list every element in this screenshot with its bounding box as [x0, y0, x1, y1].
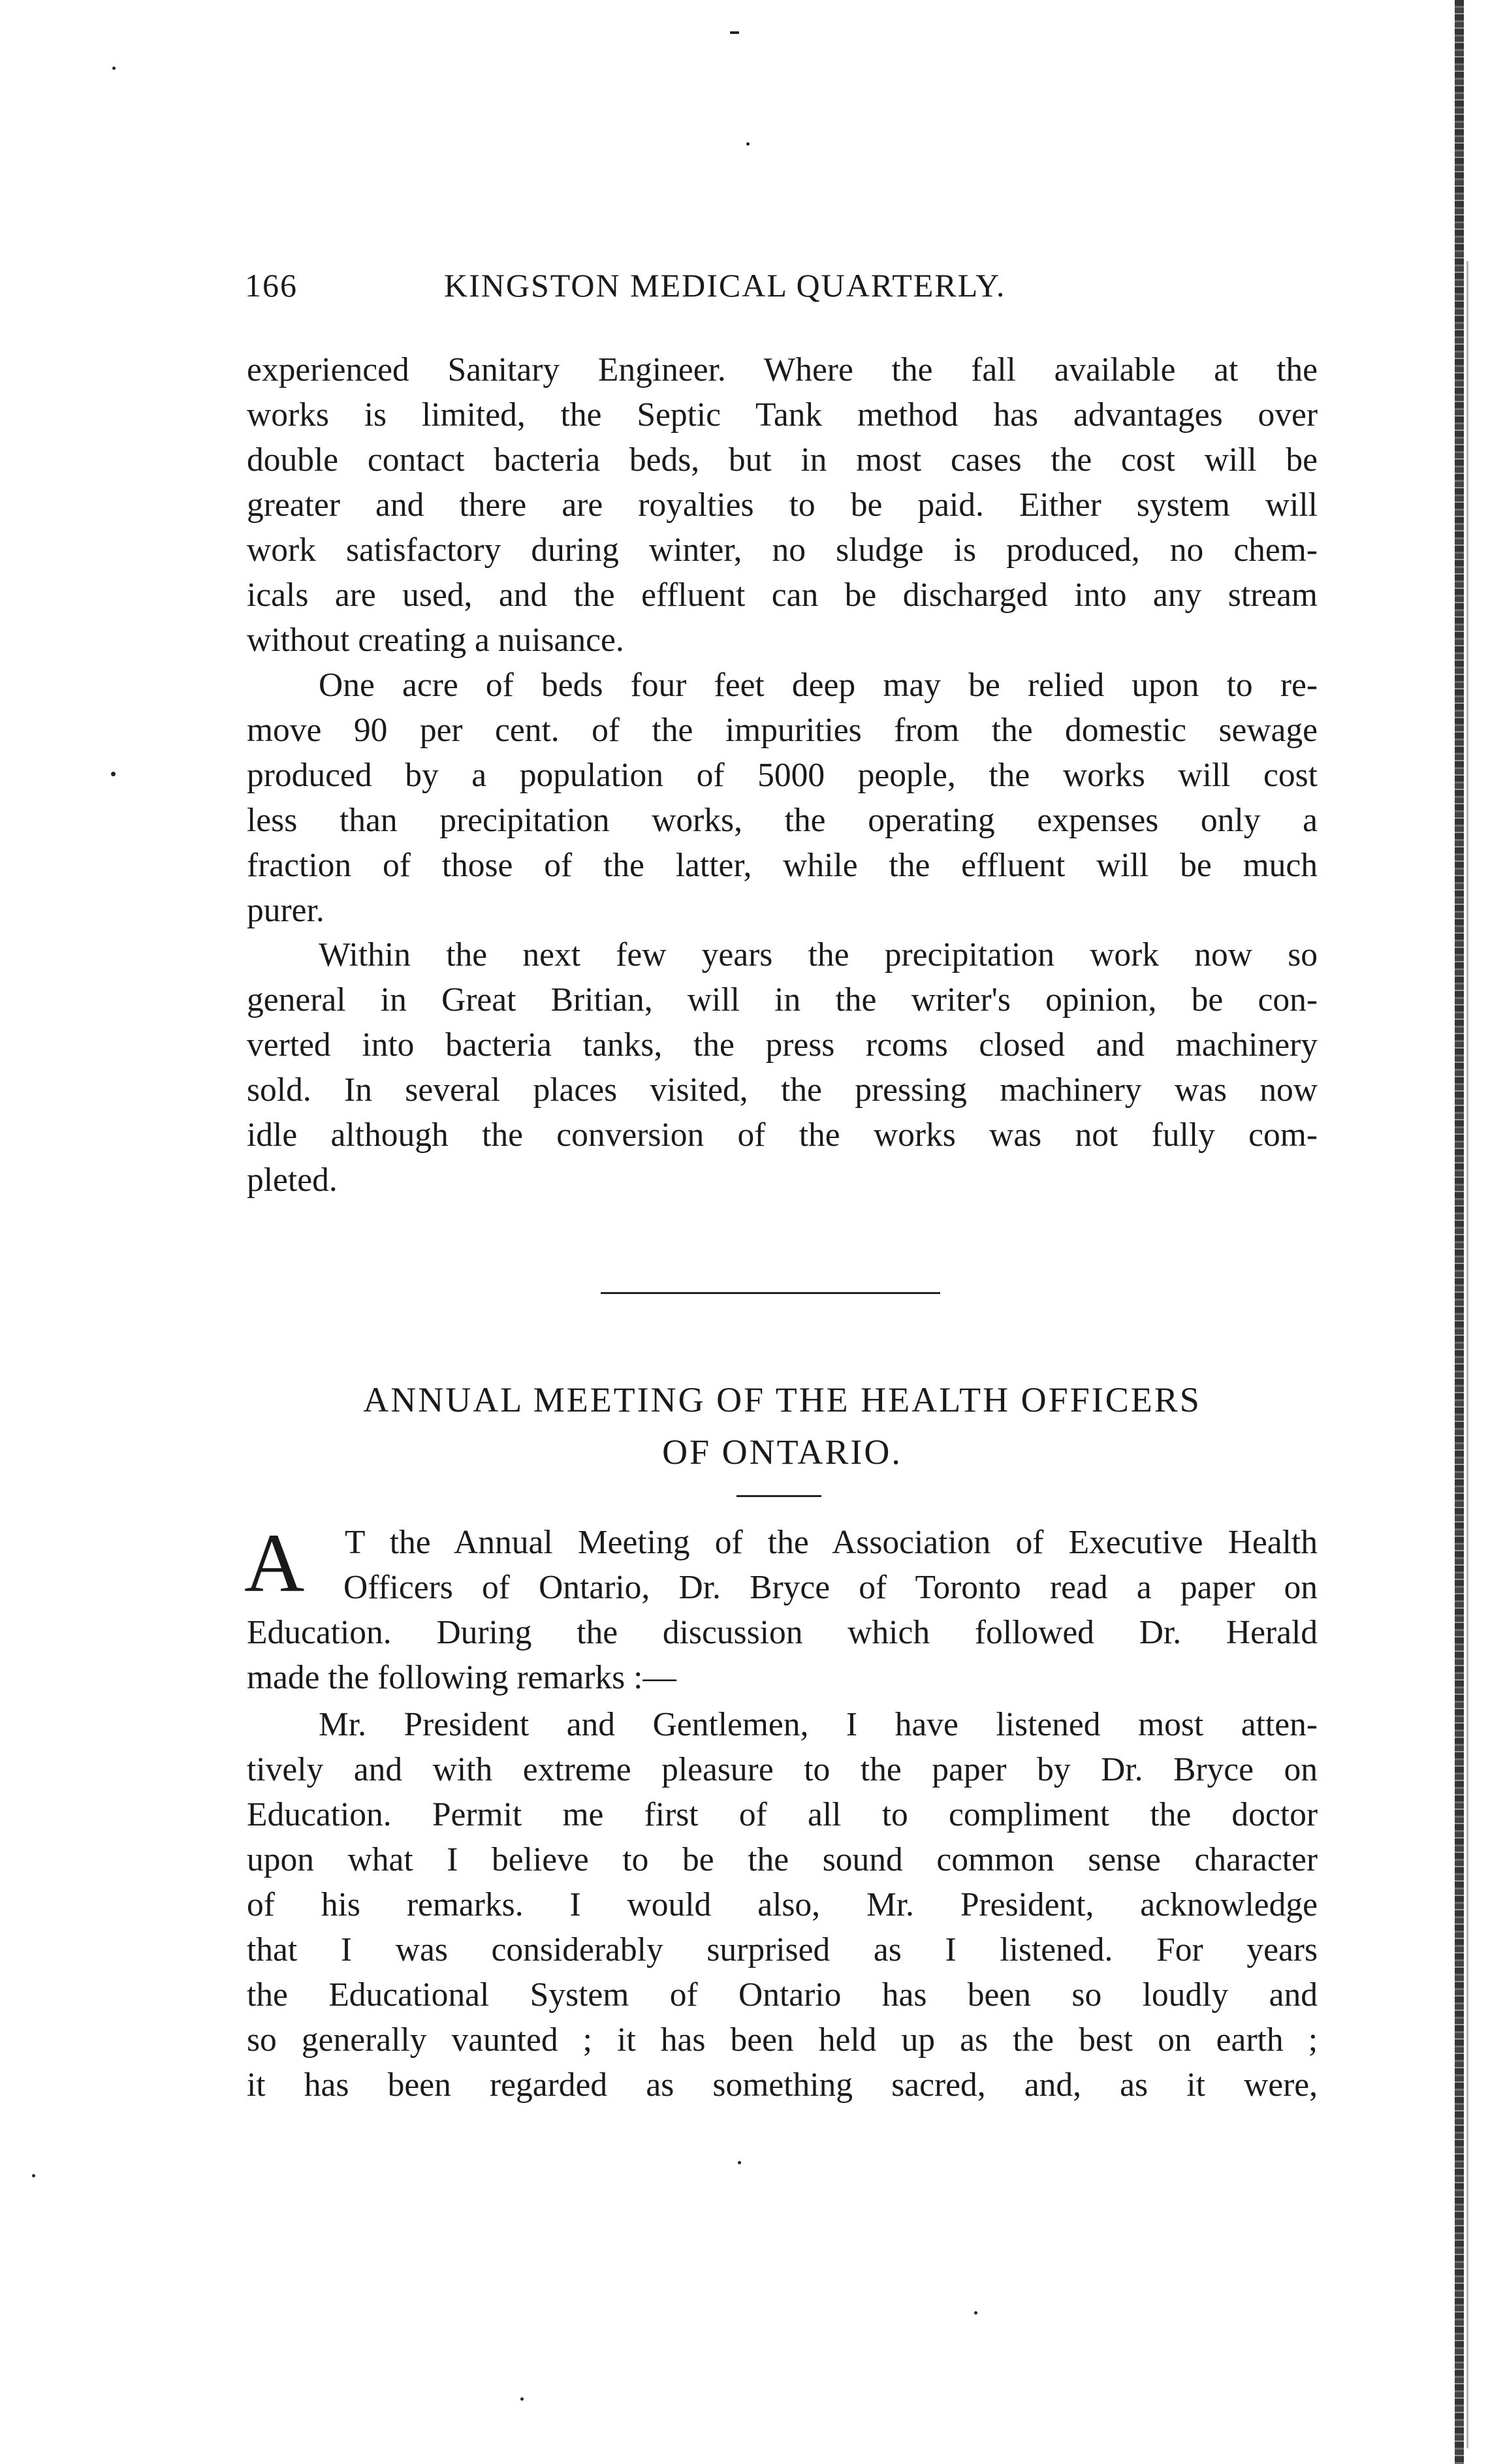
drop-cap: A	[244, 1517, 305, 1609]
text-line: greater and there are royalties to be paid. Either system will	[247, 486, 1318, 524]
running-title: KINGSTON MEDICAL QUARTERLY.	[444, 267, 1006, 304]
text-line: Education. Permit me first of all to compliment the doctor	[247, 1796, 1318, 1833]
text-line: Mr. President and Gentlemen, I have listened most atten-	[319, 1706, 1318, 1743]
text-line: Education. During the discussion which followed Dr. Herald	[247, 1614, 1318, 1651]
text-line: Within the next few years the precipitation work now so	[319, 936, 1318, 973]
scan-speck	[738, 2161, 741, 2164]
text-line: verted into bacteria tanks, the press rcoms closed and machinery	[247, 1026, 1318, 1064]
text-line: made the following remarks :—	[247, 1659, 676, 1696]
intro-paragraph	[244, 1517, 1318, 1700]
text-line: fraction of those of the latter, while the effluent will be much	[247, 847, 1318, 884]
text-line: experienced Sanitary Engineer. Where the fall available at the	[247, 351, 1318, 388]
text-line: the Educational System of Ontario has been so loudly and	[247, 1976, 1318, 2014]
scan-speck	[111, 772, 116, 776]
text-line: less than precipitation works, the operating expenses only a	[247, 802, 1318, 839]
scan-speck	[730, 31, 739, 34]
text-line: T the Annual Meeting of the Association of Executive Health	[345, 1524, 1318, 1561]
page-number: 166	[245, 267, 298, 304]
section-separator	[601, 1292, 940, 1294]
section-title-line: ANNUAL MEETING OF THE HEALTH OFFICERS	[363, 1380, 1201, 1419]
continued-paragraph	[247, 347, 1318, 663]
text-line: it has been regarded as something sacred, and, as it were,	[247, 2066, 1318, 2104]
paragraph-beds	[247, 663, 1318, 933]
running-header	[245, 266, 1312, 312]
text-line: of his remarks. I would also, Mr. President, acknowledge	[247, 1886, 1318, 1923]
text-line: Officers of Ontario, Dr. Bryce of Toronto read a paper on	[343, 1569, 1318, 1606]
text-line: One acre of beds four feet deep may be relied upon to re-	[319, 667, 1318, 704]
text-line: purer.	[247, 892, 325, 929]
text-line: sold. In several places visited, the pressing machinery was now	[247, 1071, 1318, 1109]
binding-edge-shadow	[1466, 261, 1468, 2448]
text-line: works is limited, the Septic Tank method has advantages over	[247, 396, 1318, 434]
section-title-line: OF ONTARIO.	[662, 1432, 902, 1472]
text-line: pleted.	[247, 1161, 338, 1199]
text-line: move 90 per cent. of the impurities from the domestic sewage	[247, 712, 1318, 749]
scan-speck	[520, 2397, 524, 2401]
text-line: produced by a population of 5000 people, the works will cost	[247, 757, 1318, 794]
text-line: tively and with extreme pleasure to the paper by Dr. Bryce on	[247, 1751, 1318, 1788]
text-line: so generally vaunted ; it has been held up as the best on earth ;	[247, 2021, 1318, 2059]
title-underline	[737, 1495, 821, 1497]
text-line: without creating a nuisance.	[247, 622, 624, 659]
scan-speck	[32, 2174, 35, 2177]
text-line: work satisfactory during winter, no sludge is produced, no chem-	[247, 531, 1318, 569]
paragraph-precipitation	[247, 932, 1318, 1203]
scan-speck	[746, 142, 750, 146]
text-line: icals are used, and the effluent can be discharged into any stream	[247, 577, 1318, 614]
scan-speck	[974, 2311, 977, 2314]
text-line: that I was considerably surprised as I listened. For years	[247, 1931, 1318, 1968]
scan-speck	[112, 67, 116, 70]
section-title	[247, 1374, 1318, 1478]
text-line: double contact bacteria beds, but in most cases the cost will be	[247, 441, 1318, 479]
text-line: idle although the conversion of the works was not fully com-	[247, 1116, 1318, 1154]
speech-paragraph	[247, 1702, 1318, 2108]
text-line: upon what I believe to be the sound common sense character	[247, 1841, 1318, 1878]
binding-edge	[1455, 0, 1464, 2464]
text-line: general in Great Britian, will in the writer's opinion, be con-	[247, 981, 1318, 1019]
